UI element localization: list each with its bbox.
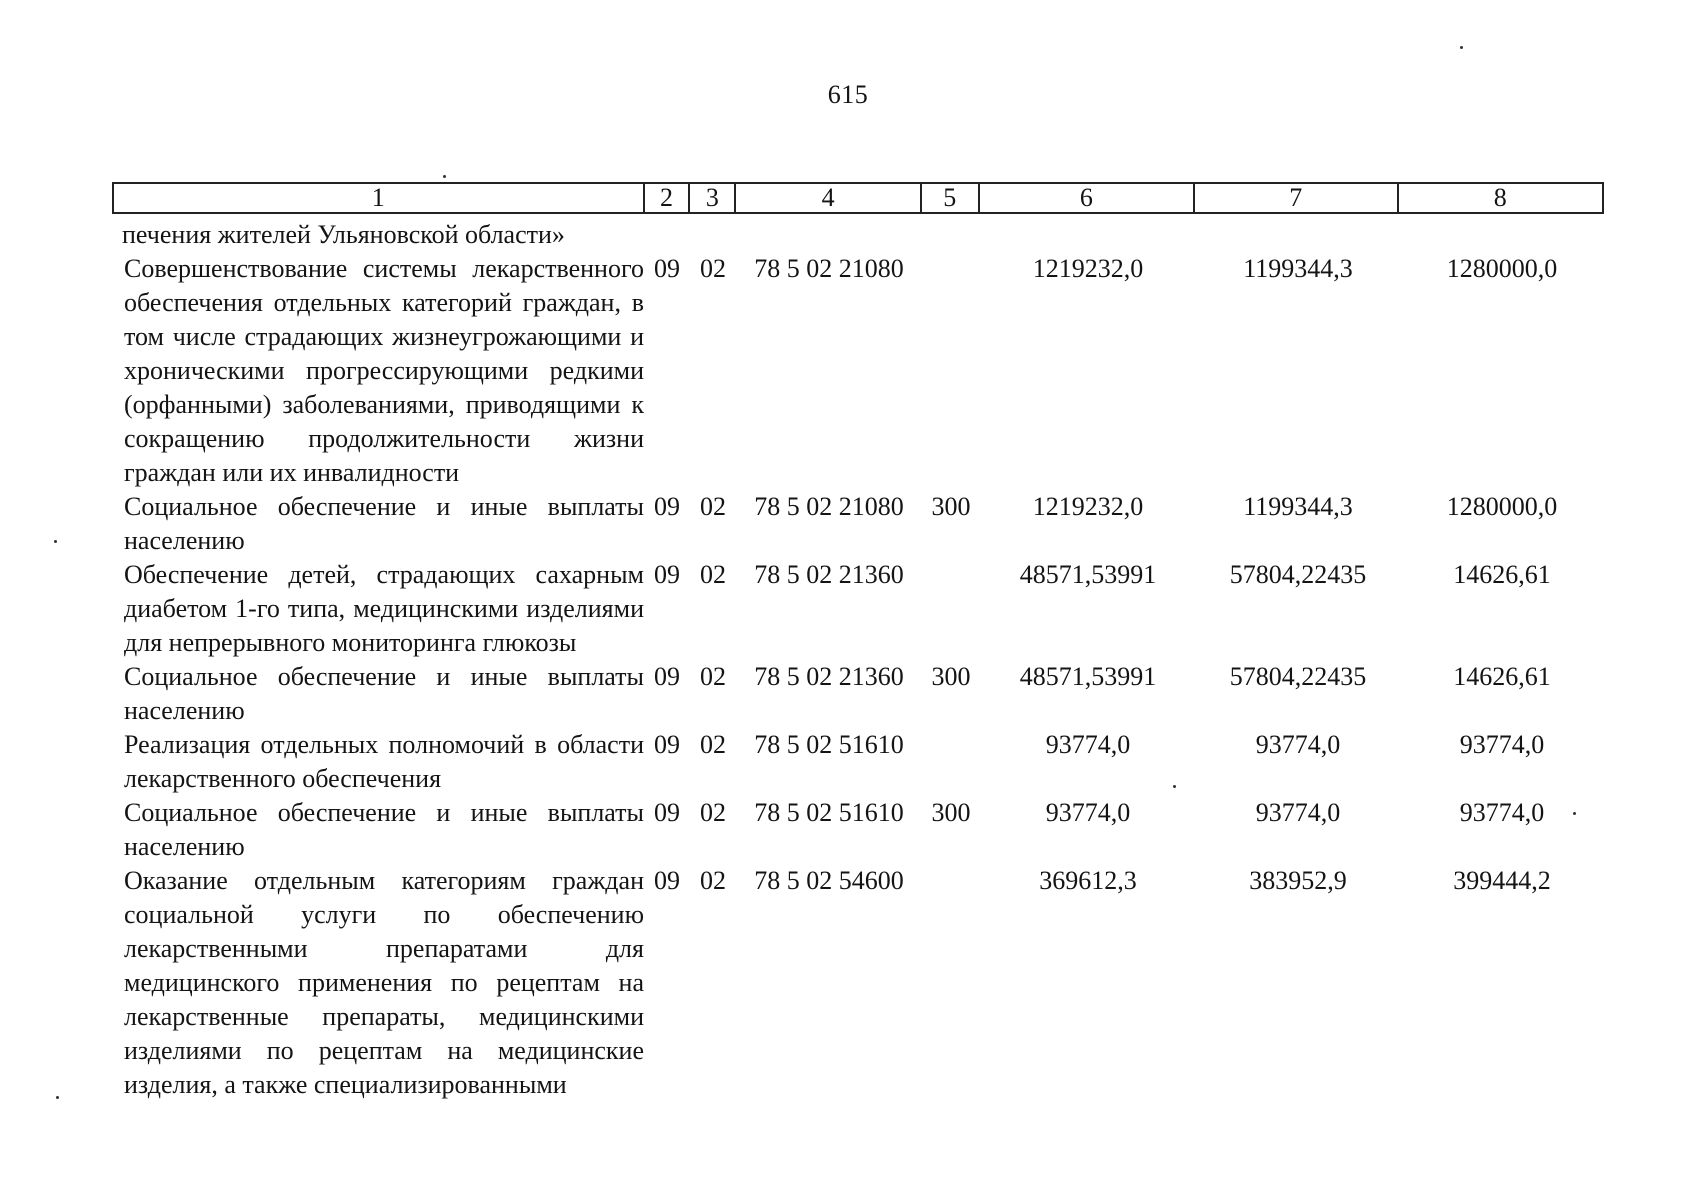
row-pr: 02 xyxy=(700,730,726,759)
table-row xyxy=(112,796,1604,864)
row-vr: 300 xyxy=(931,798,971,827)
row-name: Обеспечение детей, страдающих сахарным диабетом 1-го типа, медицинскими изделиями для непрерывного мониторинга глюкозы xyxy=(124,560,644,657)
row-value-7: 93774,0 xyxy=(1255,730,1341,759)
scan-speck xyxy=(56,1096,59,1099)
scan-speck xyxy=(443,175,446,178)
header-col-3: 3 xyxy=(690,184,736,212)
row-value-8: 1280000,0 xyxy=(1446,254,1558,283)
row-csr: 78 5 02 21360 xyxy=(754,662,904,691)
row-value-6: 1219232,0 xyxy=(1032,254,1144,283)
page-number: 615 xyxy=(827,80,869,109)
row-value-6: 93774,0 xyxy=(1045,798,1131,827)
row-vr: 300 xyxy=(931,492,971,521)
row-name: Оказание отдельным категориям граждан социальной услуги по обеспечению лекарственными препаратами для медицинского применения по рецептам на лекарственные препараты, медицинскими изделиями по рецептам на медицинские изделия, а также специализированными xyxy=(124,866,644,1099)
row-csr: 78 5 02 21080 xyxy=(754,492,904,521)
row-rz: 09 xyxy=(654,254,680,283)
row-csr: 78 5 02 54600 xyxy=(754,866,904,895)
row-value-8: 1280000,0 xyxy=(1446,492,1558,521)
scan-speck xyxy=(54,540,57,543)
row-name: Социальное обеспечение и иные выплаты населению xyxy=(124,662,644,725)
row-pr: 02 xyxy=(700,798,726,827)
row-name: Совершенствование системы лекарственного обеспечения отдельных категорий граждан, в том числе страдающих жизнеугрожающими и хроническими прогрессирующими редкими (орфанными) заболеваниями, приводящими к сокращению продолжительности жизни граждан или их инвалидности xyxy=(124,254,644,487)
row-value-8: 14626,61 xyxy=(1453,560,1551,589)
row-csr: 78 5 02 21080 xyxy=(754,254,904,283)
row-pr: 02 xyxy=(700,254,726,283)
row-rz: 09 xyxy=(654,798,680,827)
row-rz: 09 xyxy=(654,560,680,589)
continuation-text: печения жителей Ульяновской области» xyxy=(122,220,565,249)
row-vr xyxy=(922,252,980,490)
header-col-2: 2 xyxy=(645,184,691,212)
row-value-7: 57804,22435 xyxy=(1229,560,1367,589)
table-row xyxy=(112,864,1604,1102)
row-value-6: 48571,53991 xyxy=(1019,560,1157,589)
table-header xyxy=(112,182,1604,214)
row-rz: 09 xyxy=(654,730,680,759)
header-col-6: 6 xyxy=(980,184,1195,212)
table-row xyxy=(112,252,1604,490)
row-value-6: 93774,0 xyxy=(1045,730,1131,759)
header-col-5: 5 xyxy=(922,184,980,212)
row-rz: 09 xyxy=(654,492,680,521)
table-body xyxy=(112,218,1604,1102)
header-col-8: 8 xyxy=(1493,183,1507,212)
row-value-7: 1199344,3 xyxy=(1243,254,1353,283)
row-vr xyxy=(922,864,980,1102)
row-value-7: 93774,0 xyxy=(1255,798,1341,827)
table-row xyxy=(112,490,1604,558)
header-col-7: 7 xyxy=(1195,184,1398,212)
scan-speck xyxy=(1460,46,1463,49)
row-csr: 78 5 02 51610 xyxy=(754,730,904,759)
header-col-4: 4 xyxy=(736,184,922,212)
row-csr: 78 5 02 21360 xyxy=(754,560,904,589)
table-row xyxy=(112,558,1604,660)
row-value-7: 383952,9 xyxy=(1249,866,1347,895)
row-csr: 78 5 02 51610 xyxy=(754,798,904,827)
row-value-7: 57804,22435 xyxy=(1229,662,1367,691)
row-value-8: 93774,0 xyxy=(1459,730,1545,759)
row-name: Социальное обеспечение и иные выплаты населению xyxy=(124,492,644,555)
row-name: Реализация отдельных полномочий в области лекарственного обеспечения xyxy=(124,730,644,793)
row-pr: 02 xyxy=(700,560,726,589)
row-value-6: 369612,3 xyxy=(1039,866,1137,895)
row-vr xyxy=(922,728,980,796)
row-value-8: 93774,0 xyxy=(1459,798,1545,827)
row-pr: 02 xyxy=(700,662,726,691)
row-rz: 09 xyxy=(654,662,680,691)
table-row xyxy=(112,660,1604,728)
row-value-8: 14626,61 xyxy=(1453,662,1551,691)
row-vr: 300 xyxy=(931,662,971,691)
row-value-6: 1219232,0 xyxy=(1032,492,1144,521)
row-name: Социальное обеспечение и иные выплаты населению xyxy=(124,798,644,861)
row-pr: 02 xyxy=(700,866,726,895)
row-pr: 02 xyxy=(700,492,726,521)
row-value-7: 1199344,3 xyxy=(1243,492,1353,521)
header-col-1: 1 xyxy=(114,184,645,212)
table-row xyxy=(112,728,1604,796)
row-value-6: 48571,53991 xyxy=(1019,662,1157,691)
row-value-8: 399444,2 xyxy=(1453,866,1551,895)
row-rz: 09 xyxy=(654,866,680,895)
row-vr xyxy=(922,558,980,660)
